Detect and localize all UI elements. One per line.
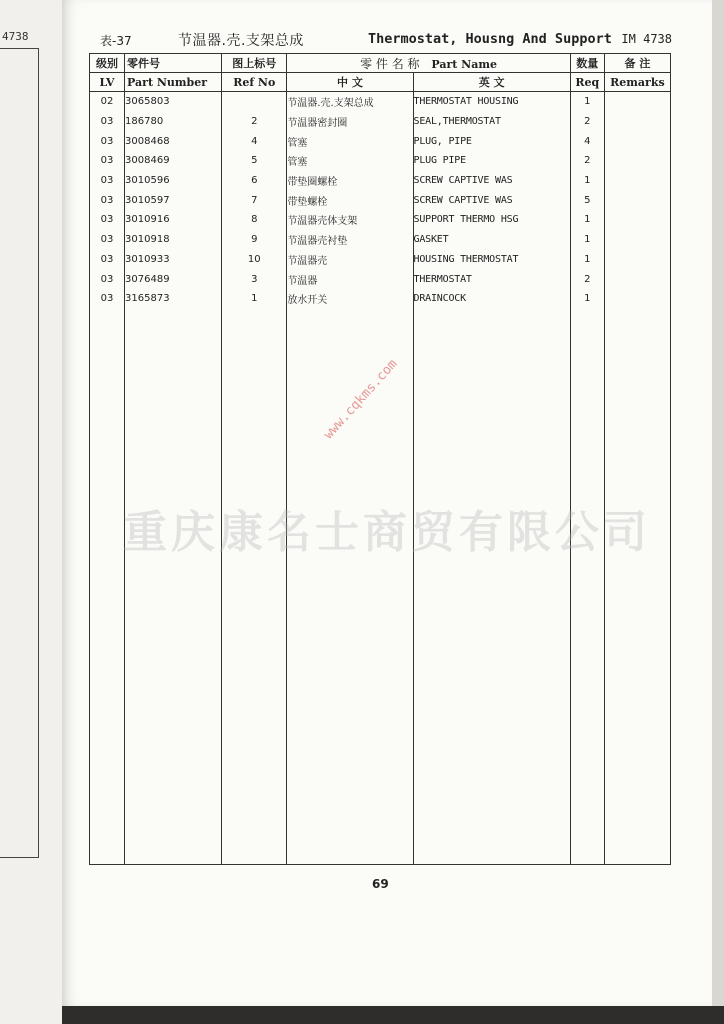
cell-remarks [604,230,670,250]
cell-req: 1 [570,92,604,112]
cell-name-cn: 节温器密封圈 [287,112,413,132]
cell-req: 4 [570,131,604,151]
cell-req: 1 [570,210,604,230]
table-row [90,190,671,210]
col-lv-en: LV [90,73,125,92]
cell-req: 1 [570,230,604,250]
cell-ref: 10 [222,250,287,270]
model-code: IM 4738 [621,32,672,46]
cell-remarks [604,210,670,230]
cell-lv: 03 [90,131,125,151]
table-row [90,230,671,250]
cell-ref: 1 [222,289,287,309]
cell-remarks [604,171,670,191]
col-part-name-en: Part Name [431,57,498,71]
table-number: 表-37 [100,34,132,48]
url-watermark: www.cqkms.com [321,356,401,443]
cell-req: 1 [570,171,604,191]
cell-ref: 3 [222,269,287,289]
cell-remarks [604,269,670,289]
table-row [90,112,671,132]
cell-name-cn: 带垫螺栓 [287,190,413,210]
title-english: Thermostat, Housng And Support [368,31,612,47]
left-page-tag: 4738 [2,30,29,43]
cell-name-cn: 节温器 [287,269,413,289]
col-part-name-cn: 零 件 名 称 [360,56,420,71]
cell-ref: 4 [222,131,287,151]
cell-req: 2 [570,269,604,289]
col-ref-en: Ref No [222,73,287,92]
cell-remarks [604,151,670,171]
cell-ref [222,92,287,112]
cell-name-cn: 管塞 [287,131,413,151]
table-row [90,269,671,289]
cell-name-cn: 节温器.壳.支架总成 [287,92,413,112]
cell-name-cn: 管塞 [287,151,413,171]
parts-table [89,53,671,865]
table-row [90,92,671,112]
cell-part-number: 3010933 [125,250,222,270]
col-lv-cn: 级别 [90,54,125,73]
cell-name-en: SCREW CAPTIVE WAS [413,171,570,191]
cell-part-number: 3008468 [125,131,222,151]
cell-part-number: 186780 [125,112,222,132]
cell-req: 2 [570,151,604,171]
cell-ref: 7 [222,190,287,210]
cell-part-number: 3010916 [125,210,222,230]
cell-ref: 2 [222,112,287,132]
cell-ref: 9 [222,230,287,250]
col-req-cn: 数量 [570,54,604,73]
cell-name-cn: 节温器壳衬垫 [287,230,413,250]
page-number: 69 [372,877,389,891]
col-ref-cn: 图上标号 [222,54,287,73]
cell-lv: 03 [90,190,125,210]
col-chinese-name: 中 文 [287,73,413,92]
cell-lv: 03 [90,210,125,230]
cell-part-number: 3165873 [125,289,222,309]
table-row [90,151,671,171]
cell-part-number: 3008469 [125,151,222,171]
cell-req: 1 [570,250,604,270]
cell-lv: 03 [90,289,125,309]
col-part-number-en: Part Number [125,73,222,92]
cell-req: 5 [570,190,604,210]
cell-remarks [604,112,670,132]
cell-req: 1 [570,289,604,309]
cell-ref: 8 [222,210,287,230]
cell-name-cn: 节温器壳体支架 [287,210,413,230]
cell-name-cn: 放水开关 [287,289,413,309]
page-header [100,30,670,50]
table-header [90,54,671,92]
cell-name-en: SCREW CAPTIVE WAS [413,190,570,210]
cell-name-en: SUPPORT THERMO HSG [413,210,570,230]
cell-part-number: 3010597 [125,190,222,210]
cell-name-cn: 带垫圈螺栓 [287,171,413,191]
table-row [90,131,671,151]
cell-lv: 03 [90,112,125,132]
cell-ref: 6 [222,171,287,191]
cell-lv: 03 [90,250,125,270]
cell-remarks [604,131,670,151]
cell-name-en: GASKET [413,230,570,250]
table-row [90,210,671,230]
col-part-number-cn: 零件号 [125,54,222,73]
col-remarks-en: Remarks [604,73,670,92]
cell-lv: 03 [90,151,125,171]
cell-ref: 5 [222,151,287,171]
cell-lv: 03 [90,269,125,289]
cell-part-number: 3010918 [125,230,222,250]
col-part-name [287,54,570,73]
cell-name-cn: 节温器壳 [287,250,413,270]
cell-name-en: PLUG PIPE [413,151,570,171]
company-watermark: 重庆康名士商贸有限公司 [123,507,651,558]
table-body [90,92,671,865]
table-row [90,171,671,191]
cell-remarks [604,289,670,309]
page-bottom-edge [62,1006,724,1024]
title-chinese: 节温器.壳.支架总成 [178,33,304,49]
cell-remarks [604,92,670,112]
cell-lv: 03 [90,171,125,191]
cell-lv: 03 [90,230,125,250]
cell-remarks [604,250,670,270]
cell-part-number: 3065803 [125,92,222,112]
table-empty-space [90,309,671,865]
catalog-page [62,0,712,1006]
table-row [90,250,671,270]
cell-name-en: SEAL,THERMOSTAT [413,112,570,132]
cell-part-number: 3076489 [125,269,222,289]
left-page-frame [0,48,39,858]
col-remarks-cn: 备 注 [604,54,670,73]
cell-name-en: THERMOSTAT HOUSING [413,92,570,112]
cell-part-number: 3010596 [125,171,222,191]
table-row [90,289,671,309]
cell-name-en: THERMOSTAT [413,269,570,289]
cell-name-en: HOUSING THERMOSTAT [413,250,570,270]
cell-name-en: PLUG, PIPE [413,131,570,151]
left-page [0,0,63,1024]
cell-name-en: DRAINCOCK [413,289,570,309]
col-english-name: 英 文 [413,73,570,92]
col-req-en: Req [570,73,604,92]
cell-remarks [604,190,670,210]
cell-lv: 02 [90,92,125,112]
cell-req: 2 [570,112,604,132]
